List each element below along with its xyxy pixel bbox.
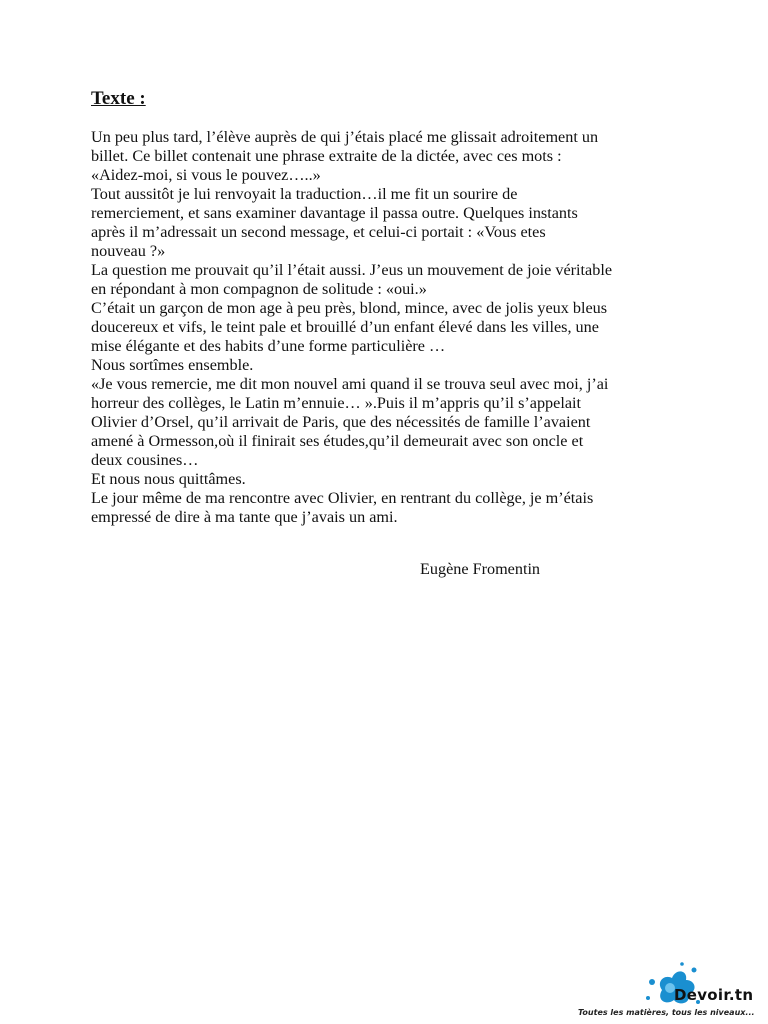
passage-line: nouveau ?» — [91, 242, 166, 260]
passage-line: «Aidez-moi, si vous le pouvez…..» — [91, 166, 321, 184]
passage-line: billet. Ce billet contenait une phrase extraite de la dictée, avec ces mots : — [91, 147, 562, 165]
logo-wordmark: Devoir.tn — [674, 986, 754, 1004]
passage-line: C’était un garçon de mon age à peu près, blond, mince, avec de jolis yeux bleus — [91, 299, 608, 317]
passage-text — [91, 128, 691, 527]
passage-line: deux cousines… — [91, 451, 199, 469]
passage-line: Olivier d’Orsel, qu’il arrivait de Paris, que des nécessités de famille l’avaient — [91, 413, 591, 431]
passage-line: amené à Ormesson,où il finirait ses études,qu’il demeurait avec son oncle et — [91, 432, 584, 450]
passage-line: «Je vous remercie, me dit mon nouvel ami quand il se trouva seul avec moi, j’ai — [91, 375, 609, 393]
passage-line: Et nous nous quittâmes. — [91, 470, 246, 488]
passage-line: remerciement, et sans examiner davantage il passa outre. Quelques instants — [91, 204, 578, 222]
devoir-logo — [572, 960, 764, 1020]
passage-line: en répondant à mon compagnon de solitude : «oui.» — [91, 280, 427, 298]
passage-line: mise élégante et des habits d’une forme particulière … — [91, 337, 446, 355]
passage-line: horreur des collèges, le Latin m’ennuie… ».Puis il m’appris qu’il s’appelait — [91, 394, 581, 412]
passage-line: Tout aussitôt je lui renvoyait la traduction…il me fit un sourire de — [91, 185, 518, 203]
author-signature: Eugène Fromentin — [420, 560, 541, 578]
passage-line: Nous sortîmes ensemble. — [91, 356, 254, 374]
passage-line: après il m’adressait un second message, et celui-ci portait : «Vous etes — [91, 223, 546, 241]
passage-line: doucereux et vifs, le teint pale et brouillé d’un enfant élevé dans les villes, une — [91, 318, 599, 336]
logo-tagline: Toutes les matières, tous les niveaux... — [578, 1008, 755, 1017]
text-heading: Texte : — [91, 88, 146, 109]
passage-line: La question me prouvait qu’il l’était aussi. J’eus un mouvement de joie véritable — [91, 261, 613, 279]
passage-line: Le jour même de ma rencontre avec Olivier, en rentrant du collège, je m’étais — [91, 489, 594, 507]
passage-line: empressé de dire à ma tante que j’avais un ami. — [91, 508, 398, 526]
passage-line: Un peu plus tard, l’élève auprès de qui j’étais placé me glissait adroitement un — [91, 128, 599, 146]
